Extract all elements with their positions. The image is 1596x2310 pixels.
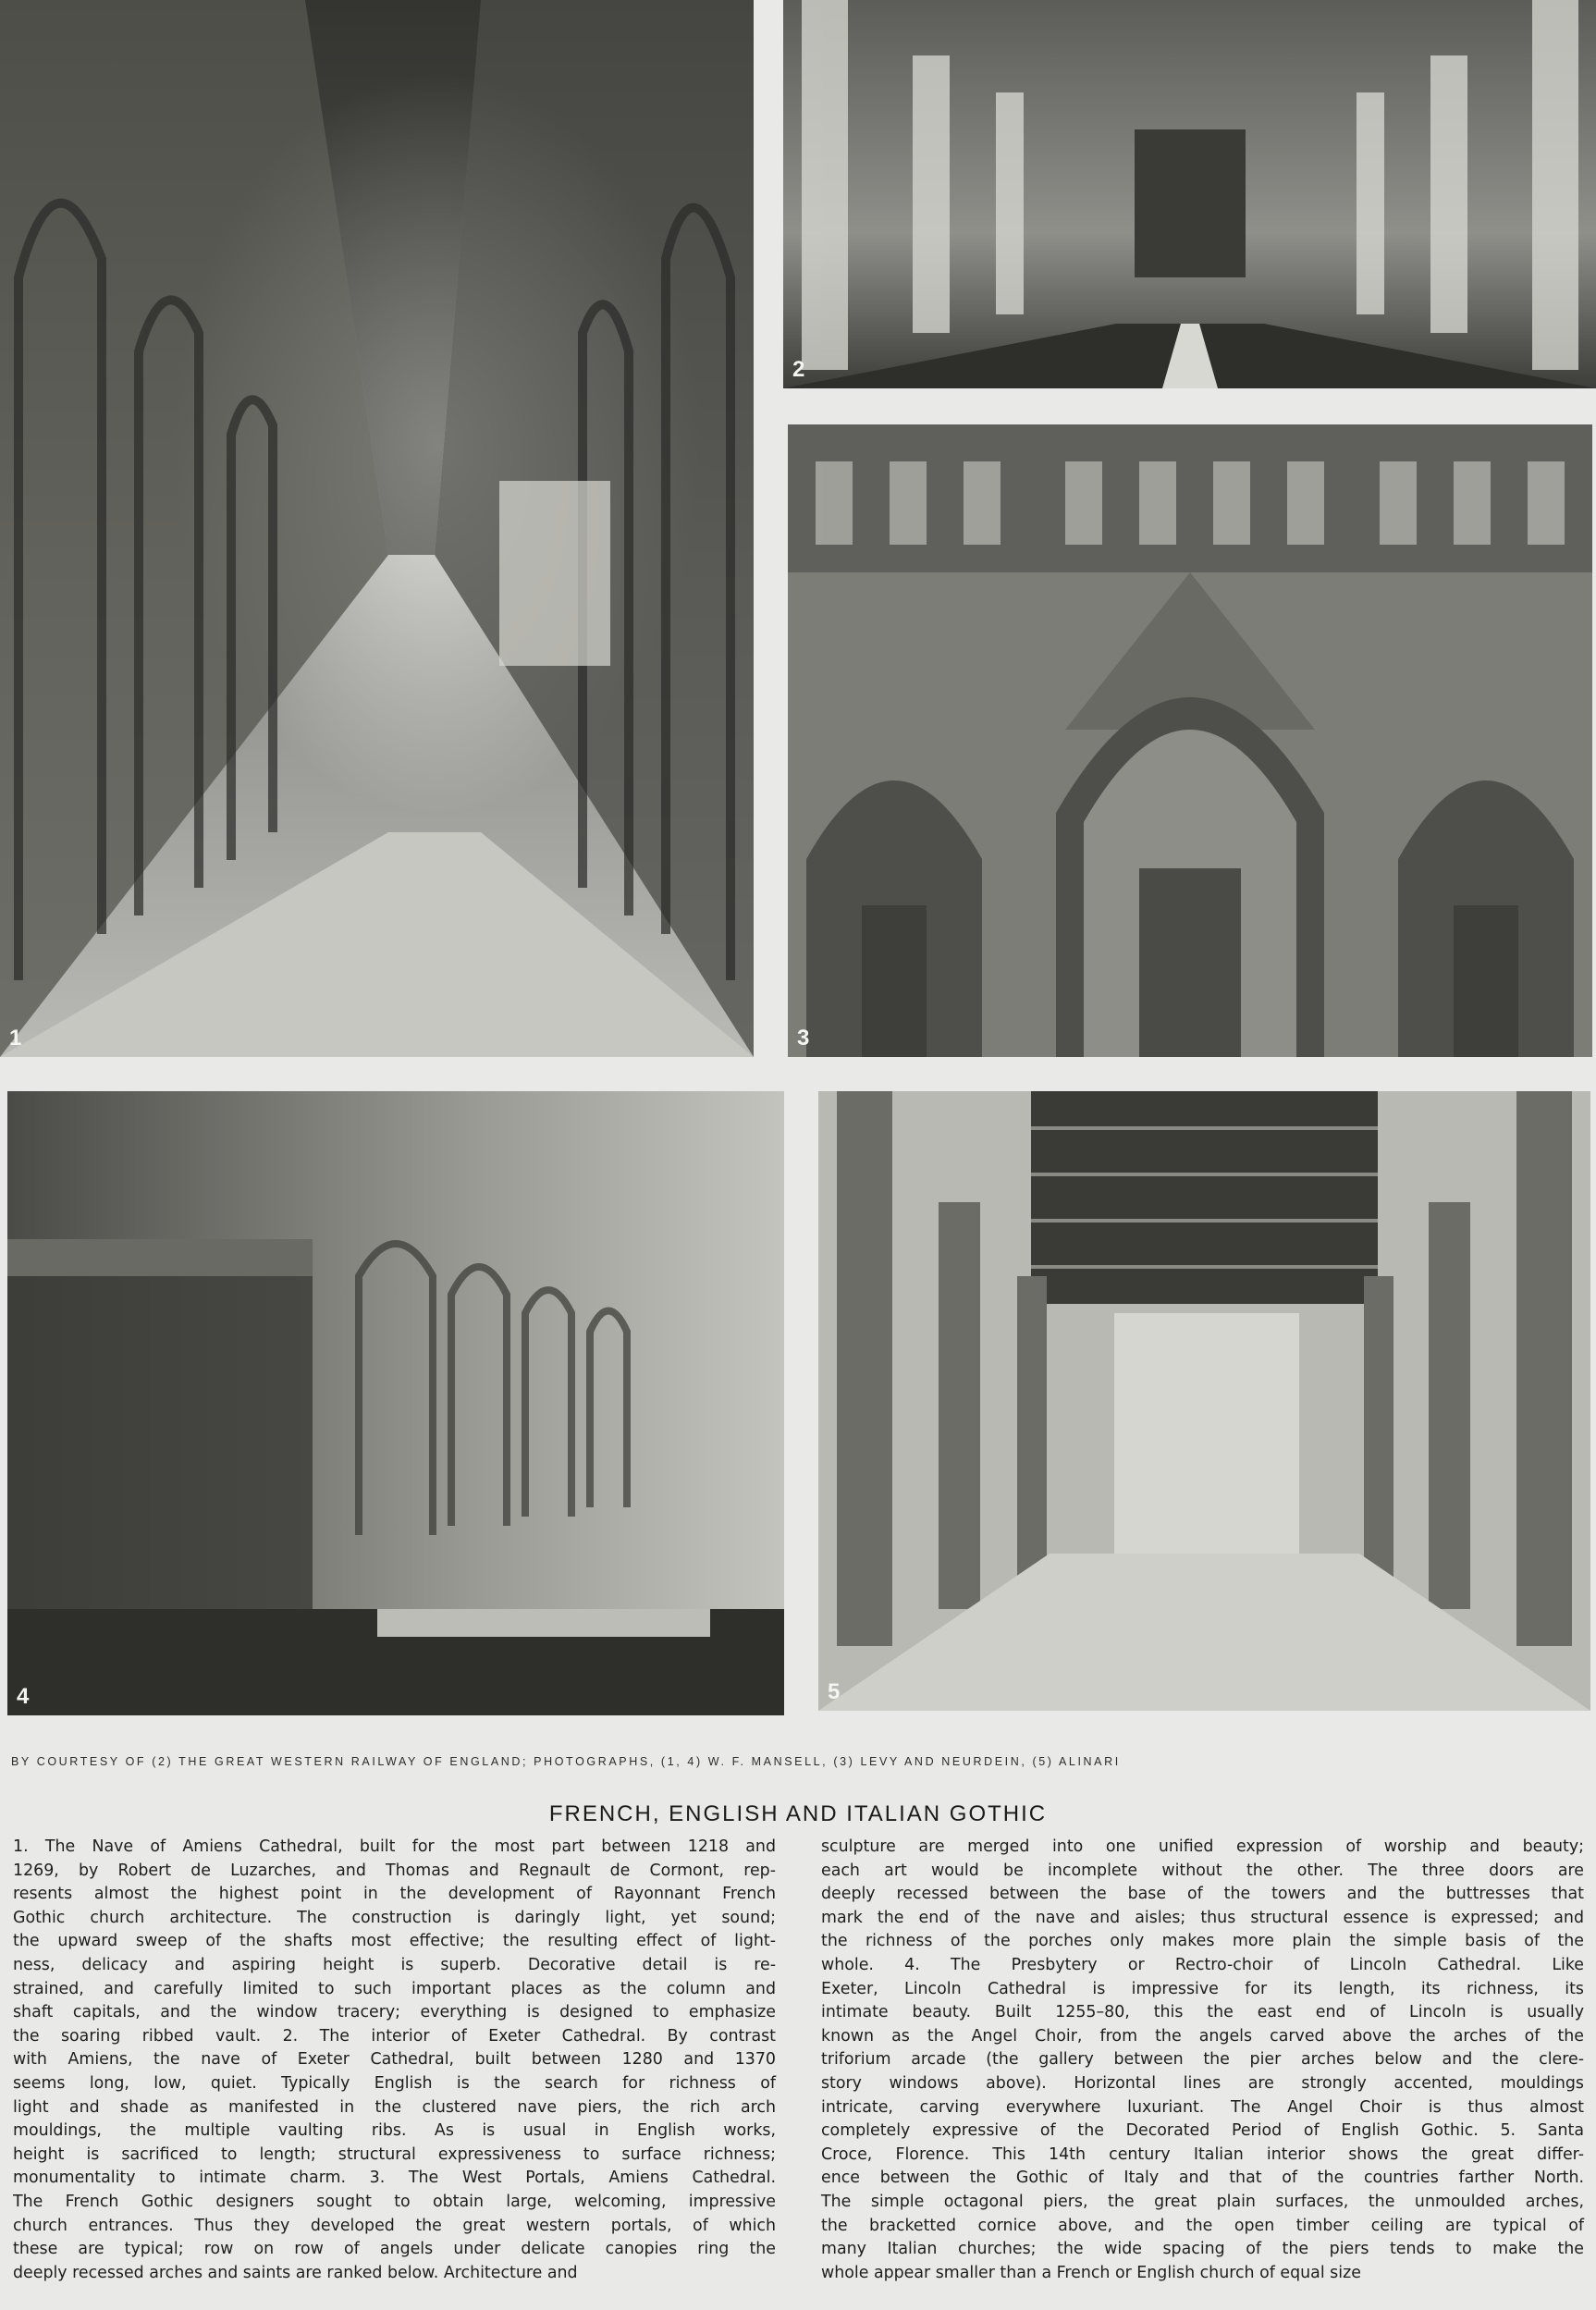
caption-line: seems long, low, quiet. Typically English is the search for richness of <box>13 2073 776 2093</box>
caption-line: 1269, by Robert de Luzarches, and Thomas and Regnault de Cormont, rep- <box>13 1861 776 1880</box>
page-title: FRENCH, ENGLISH AND ITALIAN GOTHIC <box>548 1801 1048 1826</box>
caption-line: mouldings, the multiple vaulting ribs. As is usual in English works, <box>13 2121 776 2141</box>
caption-line: whole. 4. The Presbytery or Rectro-choir of Lincoln Cathedral. Like <box>821 1955 1584 1974</box>
photo-number: 5 <box>828 1679 841 1704</box>
amiens-portals-image <box>788 424 1592 1057</box>
photo-santa-croce <box>818 1091 1590 1711</box>
caption-line: Exeter, Lincoln Cathedral is impressive for its length, its richness, its <box>821 1979 1584 1998</box>
photo-lincoln-angel-choir <box>7 1091 784 1715</box>
caption-line: mark the end of the nave and aisles; thus structural essence is expressed; and <box>821 1908 1584 1927</box>
caption-line: deeply recessed between the base of the towers and the buttresses that <box>821 1885 1584 1904</box>
caption-line: known as the Angel Choir, from the angels carved above the arches of the <box>821 2026 1584 2046</box>
photo-number: 1 <box>9 1026 22 1051</box>
photo-amiens-nave <box>0 0 754 1057</box>
caption-line: intricate, carving everywhere luxuriant. The Angel Choir is thus almost <box>821 2097 1584 2117</box>
caption-line: resents almost the highest point in the development of Rayonnant French <box>13 1885 776 1904</box>
photo-number: 3 <box>797 1026 810 1051</box>
caption-line: height is sacrificed to length; structural expressiveness to surface richness; <box>13 2144 776 2164</box>
caption-line: ence between the Gothic of Italy and that of the countries farther North. <box>821 2169 1584 2188</box>
caption-line: monumentality to intimate charm. 3. The West Portals, Amiens Cathedral. <box>13 2169 776 2188</box>
exeter-interior-image <box>783 0 1596 388</box>
santa-croce-image <box>818 1091 1590 1711</box>
caption-line: these are typical; row on row of angels under delicate canopies ring the <box>13 2240 776 2259</box>
caption-line: The simple octagonal piers, the great plain surfaces, the unmoulded arches, <box>821 2192 1584 2211</box>
amiens-nave-image <box>0 0 754 1057</box>
caption-line: with Amiens, the nave of Exeter Cathedral, built between 1280 and 1370 <box>13 2050 776 2070</box>
caption-line: the upward sweep of the shafts most effective; the resulting effect of light- <box>13 1932 776 1951</box>
caption-line: the richness of the porches only makes more plain the simple basis of the <box>821 1932 1584 1951</box>
caption-line: Croce, Florence. This 14th century Italian interior shows the great differ- <box>821 2144 1584 2164</box>
photo-credit-line: BY COURTESY OF (2) THE GREAT WESTERN RAILWAY OF ENGLAND; PHOTOGRAPHS, (1, 4) W. F. MANSELL, (3) LEVY AND NEURDEIN, (5) ALINARI <box>11 1755 1121 1768</box>
photo-amiens-west-portals <box>788 424 1592 1057</box>
caption-line: ness, delicacy and aspiring height is superb. Decorative detail is re- <box>13 1955 776 1974</box>
caption-line: Gothic church architecture. The construction is daringly light, yet sound; <box>13 1908 776 1927</box>
caption-line: light and shade as manifested in the clustered nave piers, the rich arch <box>13 2097 776 2117</box>
caption-line: 1. The Nave of Amiens Cathedral, built for the most part between 1218 and <box>13 1837 776 1856</box>
caption-line: The French Gothic designers sought to obtain large, welcoming, impressive <box>13 2192 776 2211</box>
caption-line: the soaring ribbed vault. 2. The interior of Exeter Cathedral. By contrast <box>13 2026 776 2046</box>
caption-line: shaft capitals, and the window tracery; everything is designed to emphasize <box>13 2003 776 2022</box>
caption-line: deeply recessed arches and saints are ranked below. Architecture and <box>13 2263 578 2282</box>
photo-number: 4 <box>17 1684 30 1709</box>
caption-line: story windows above). Horizontal lines are strongly accented, mouldings <box>821 2073 1584 2093</box>
caption-line: many Italian churches; the wide spacing of the piers tends to make the <box>821 2240 1584 2259</box>
caption-right-column <box>821 1836 1584 2285</box>
caption-line: sculpture are merged into one unified expression of worship and beauty; <box>821 1837 1584 1856</box>
caption-left-column <box>13 1836 776 2285</box>
photo-exeter-interior <box>783 0 1596 388</box>
caption-line: each art would be incomplete without the other. The three doors are <box>821 1861 1584 1880</box>
caption-line: the bracketted cornice above, and the open timber ceiling are typical of <box>821 2216 1584 2235</box>
caption-line: triforium arcade (the gallery between the pier arches below and the clere- <box>821 2050 1584 2070</box>
caption-line: intimate beauty. Built 1255–80, this the east end of Lincoln is usually <box>821 2003 1584 2022</box>
photo-number: 2 <box>792 357 805 382</box>
lincoln-choir-image <box>7 1091 784 1715</box>
caption-line: strained, and carefully limited to such important places as the column and <box>13 1979 776 1998</box>
caption-line: church entrances. Thus they developed the great western portals, of which <box>13 2216 776 2235</box>
caption-line: completely expressive of the Decorated Period of English Gothic. 5. Santa <box>821 2121 1584 2141</box>
caption-line: whole appear smaller than a French or English church of equal size <box>821 2263 1361 2282</box>
